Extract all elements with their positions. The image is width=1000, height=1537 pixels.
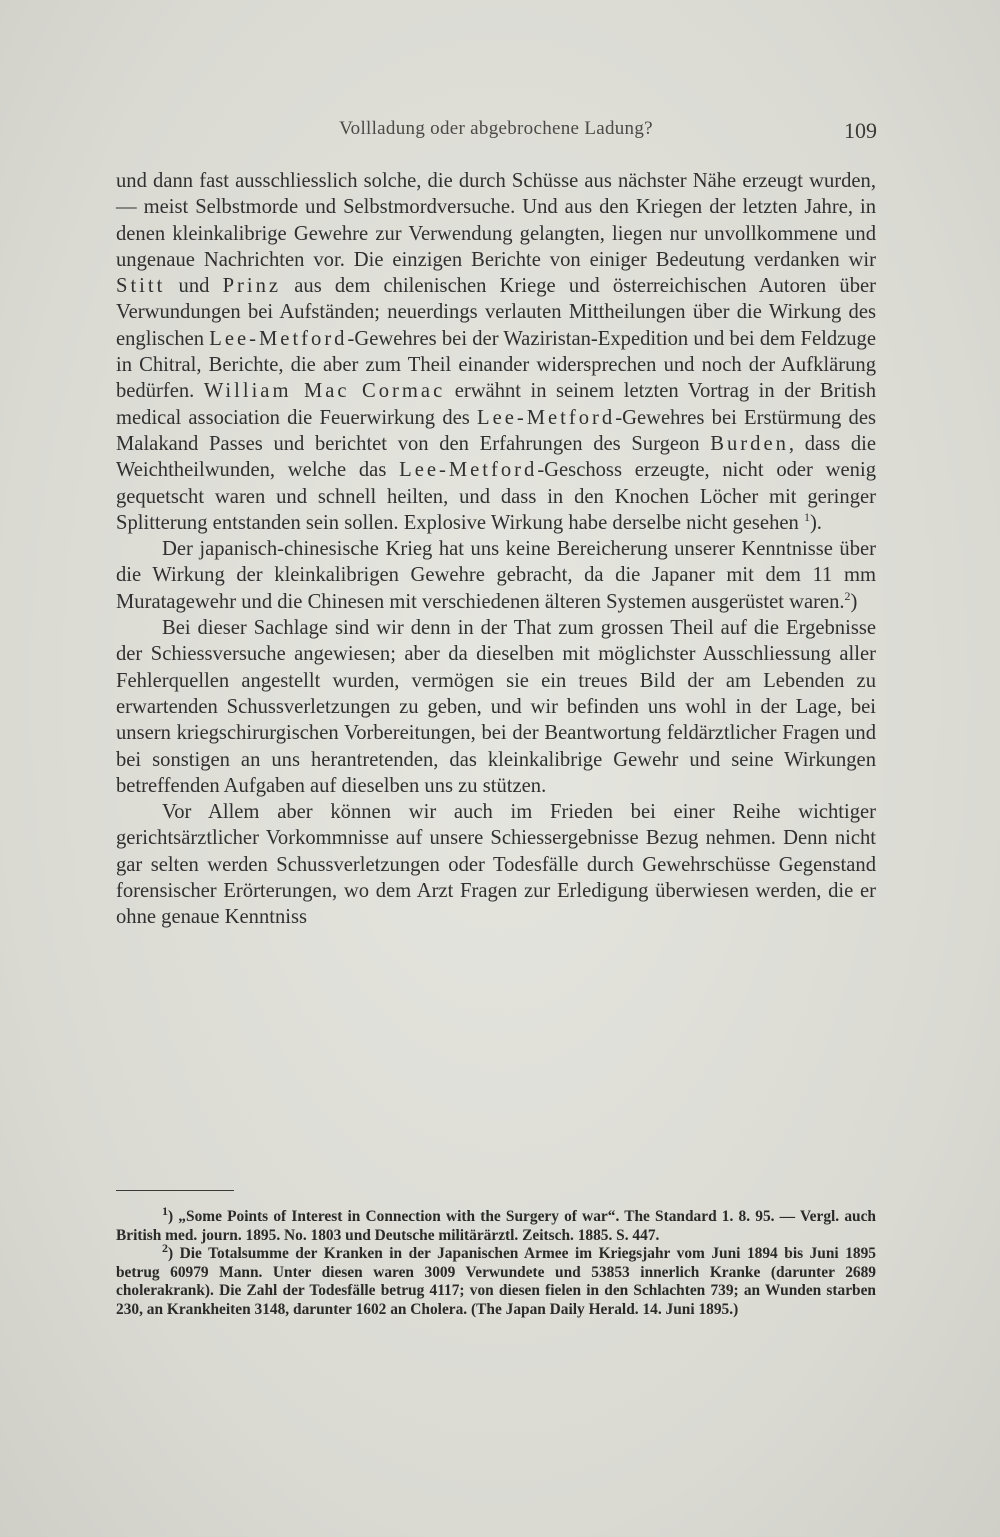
paragraph-1: [116, 168, 876, 536]
text-run: Der japanisch-chinesische Krieg hat uns keine Bereicherung unserer Kenntnisse über die Wirkung der kleinkalibrigen Gewehre gebracht, da die Japaner mit dem 11 mm Muratagewehr und die Chinesen mit verschiedenen älteren Systemen ausgerüstet waren.: [116, 538, 876, 613]
footnote-mark-1: 1: [162, 1203, 168, 1218]
paragraph-4: Vor Allem aber können wir auch im Frieden bei einer Reihe wichtiger gerichtsärztlicher Vorkommnisse auf unsere Schiessergebnisse Bezug nehmen. Denn nicht gar selten werden Schussverletzungen oder Todesfälle durch Gewehrschüsse Gegenstand forensischer Erörterungen, wo dem Arzt Fragen zur Erledigung überwiesen werden, die er ohne genaue Kenntniss: [116, 801, 876, 929]
text-run: -Gewehres bei der Waziristan-Expedition und bei dem Feldzuge in Chitral, Berichte, die aber zum Theil einander widersprechen und noch der Aufklärung bedürfen.: [116, 327, 876, 403]
author-name: Burden: [710, 432, 789, 455]
footnotes: [116, 1203, 876, 1320]
text-run: und dann fast ausschliesslich solche, die durch Schüsse aus nächster Nähe erzeugt wurden, — meist Selbstmorde und Selbstmordversuche. Und aus den Kriegen der letzten Jahre, in denen kleinkalibrige Gewehre zur Verwendung gelangten, liegen nur unvollkommene und ungenaue Nachrichten vor. Die einzigen Berichte von einiger Bedeutung verdanken wir: [116, 170, 876, 271]
footnote-ref-2: 2: [844, 588, 851, 603]
footnote-2: [116, 1241, 876, 1319]
text-run: und: [165, 275, 223, 298]
footnote-2-text: ) Die Totalsumme der Kranken in der Japanischen Armee im Kriegsjahr vom Juni 1894 bis Juni 1895 betrug 60979 Mann. Unter diesen waren 3009 Verwundete und 53853 innerlich Kranke (darunter 2689 cholerakrank). Die Zahl der Todesfälle betrug 4117; von diesen fielen in den Schlachten 739; an Wunden starben 230, an Krankheiten 3148, darunter 1602 an Cholera. (The Japan Daily Herald. 14. Juni 1895.): [116, 1245, 876, 1318]
page-number: 109: [844, 118, 877, 143]
text-run: -Gewehres bei Erstürmung des Malakand Passes und berichtet von den Erfahrungen des Surgeon: [116, 406, 876, 455]
page-header: [115, 118, 877, 148]
paragraph-2: [116, 536, 876, 615]
main-text: [116, 168, 876, 931]
footnote-separator: [116, 1190, 234, 1191]
text-run: , dass die Weichtheilwunden, welche das: [116, 432, 876, 482]
running-title: Vollladung oder abgebrochene Ladung?: [339, 118, 653, 139]
footnote-1: [116, 1203, 876, 1245]
text-run: aus dem chilenischen Kriege und österreichischen Autoren über Verwundungen bei Aufständen; neuerdings verlauten Mittheilungen über die Wirkung des englischen: [116, 275, 876, 350]
text-run: -Geschoss erzeugte, nicht oder wenig gequetscht waren und schnell heilten, und dass in den Knochen Löcher mit geringer Splitterung entstanden sein sollen. Explosive Wirkung habe derselbe nicht gesehen: [116, 459, 876, 534]
emphasized-name: Lee-Metford: [477, 406, 616, 429]
emphasized-name: Lee-Metford: [209, 327, 348, 350]
footnote-1-text: ) „Some Points of Interest in Connection with the Surgery of war“. The Standard 1. 8. 95. — Vergl. auch British med. journ. 1895. No. 1803 und Deutsche militärärztl. Zeitsch. 1885. S. 447.: [116, 1208, 876, 1244]
emphasized-name: Lee-Metford: [399, 459, 538, 482]
text-run: ): [850, 590, 858, 613]
author-name: Prinz: [222, 275, 282, 298]
author-name: Stitt: [116, 275, 166, 298]
text-run: erwähnt in seinem letzten Vortrag in der British medical association die Feuerwirkung des: [116, 380, 876, 429]
footnote-ref-1: 1: [803, 510, 810, 524]
footnote-mark-2: 2: [162, 1241, 168, 1256]
author-name: William Mac Cormac: [203, 380, 446, 403]
text-run: ).: [809, 511, 822, 534]
paragraph-3: Bei dieser Sachlage sind wir denn in der That zum grossen Theil auf die Ergebnisse der Schiessversuche angewiesen; aber da dieselben mit möglichster Ausschliessung aller Fehlerquellen angestellt wurden, vermögen sie ein treues Bild der am Lebenden zu erwartenden Schussverletzungen zu geben, und wir befinden uns wohl in der Lage, bei unsern kriegschirurgischen Vorbereitungen, bei der Beantwortung feldärztlicher Fragen und bei sonstigen an uns herantretenden, das kleinkalibrige Gewehr und seine Wirkungen betreffenden Aufgaben auf dieselben uns zu stützen.: [116, 617, 876, 797]
